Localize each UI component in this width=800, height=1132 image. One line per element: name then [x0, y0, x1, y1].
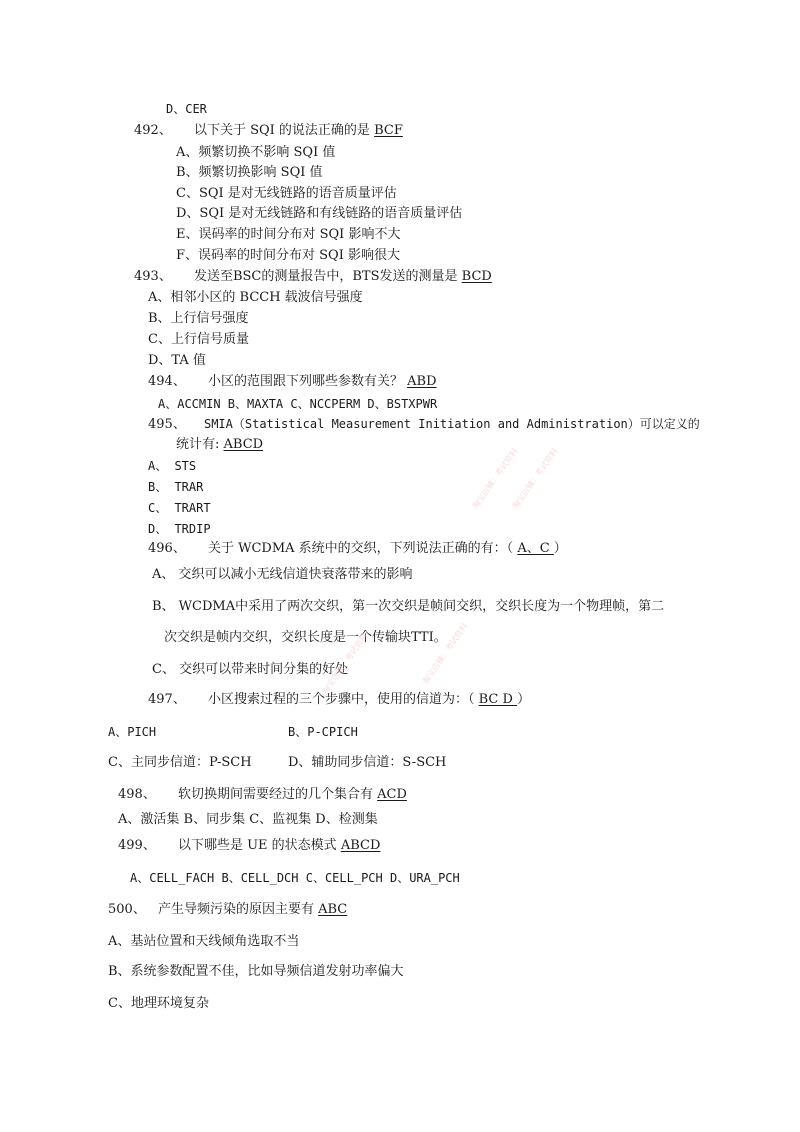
question-text: 软切换期间需要经过的几个集合有 [177, 787, 373, 802]
answer: ABC [318, 902, 348, 917]
option-line: 次交织是帧内交织，交织长度是一个传输块TTI。 [164, 630, 447, 645]
question-number: 498、 [118, 787, 156, 802]
option-line: B、 TRAR [148, 480, 204, 494]
option-line: D、TA 值 [148, 353, 206, 368]
option-line: D、CER [166, 102, 207, 116]
answer: BC D [478, 692, 518, 707]
question-number: 497、 [148, 692, 186, 707]
answer: ACD [377, 787, 407, 802]
option-line: C、上行信号质量 [148, 332, 249, 347]
question-495 [148, 416, 700, 433]
question-number: 492、 [134, 123, 172, 138]
option-line: B、频繁切换影响 SQI 值 [176, 165, 323, 180]
question-494 [148, 374, 437, 390]
options-row: A、CELL_FACH B、CELL_DCH C、CELL_PCH D、URA_PCH [130, 871, 460, 885]
question-493 [134, 269, 492, 285]
option-line: D、SQI 是对无线链路和有线链路的语音质量评估 [176, 206, 463, 221]
option-line: A、PICH [108, 725, 157, 739]
question-text: 小区的范围跟下列哪些参数有关？ [207, 374, 403, 389]
watermark: 淘宝店铺：考试资料 [470, 446, 520, 511]
answer: ABCD [223, 437, 264, 452]
question-number: 499、 [118, 838, 156, 853]
question-492 [134, 123, 403, 139]
question-number: 495、 [148, 417, 186, 432]
question-497 [148, 692, 530, 708]
question-496 [148, 541, 567, 557]
answer: ABCD [340, 838, 381, 853]
option-line: C、主同步信道：P-SCH [108, 755, 252, 770]
option-line: A、 交织可以减小无线信道快衰落带来的影响 [152, 567, 413, 582]
question-number: 496、 [148, 541, 186, 556]
option-line: D、辅助同步信道：S-SCH [288, 755, 447, 770]
question-number: 494、 [148, 374, 186, 389]
option-line: A、频繁切换不影响 SQI 值 [176, 145, 336, 160]
watermark: 淘宝店铺：考试资料 [320, 631, 370, 696]
answer: A、C [517, 541, 554, 556]
question-number: 493、 [134, 269, 172, 284]
question-498 [118, 787, 407, 803]
question-500 [108, 902, 347, 918]
answer: ABD [407, 374, 437, 389]
option-line: F、误码率的时间分布对 SQI 影响很大 [176, 248, 400, 263]
question-text: 发送至BSC的测量报告中，BTS发送的测量是 [193, 269, 458, 284]
question-text: 统计有: [176, 437, 220, 452]
question-text: 关于 WCDMA 系统中的交织，下列说法正确的有：（ [207, 541, 514, 556]
question-text: 以下哪些是 UE 的状态模式 [177, 838, 337, 853]
question-text: 产生导频污染的原因主要有 [157, 902, 314, 917]
answer: BCF [374, 123, 403, 138]
options-row: A、ACCMIN B、MAXTA C、NCCPERM D、BSTXPWR [158, 397, 438, 411]
option-line: E、误码率的时间分布对 SQI 影响不大 [176, 227, 401, 242]
watermark: 淘宝店铺：考试资料 [420, 621, 470, 686]
question-499 [118, 838, 380, 854]
question-text: 小区搜索过程的三个步骤中，使用的信道为：（ [207, 692, 475, 707]
option-line: B、P-CPICH [288, 725, 358, 739]
option-line: A、基站位置和天线倾角选取不当 [108, 934, 300, 949]
question-text: 以下关于 SQI 的说法正确的是 [193, 123, 370, 138]
question-text-close: ） [517, 692, 531, 707]
option-line: A、 STS [148, 459, 197, 473]
option-line: B、系统参数配置不佳，比如导频信道发射功率偏大 [108, 964, 404, 979]
option-line: C、地理环境复杂 [108, 996, 209, 1011]
question-text-close: ） [553, 541, 567, 556]
question-text: SMIA（Statistical Measurement Initiation and Administration）可以定义的 [203, 417, 700, 431]
question-495-cont [176, 437, 263, 453]
answer: BCD [461, 269, 492, 284]
option-line: B、上行信号强度 [148, 311, 249, 326]
option-line: D、 TRDIP [148, 522, 211, 536]
option-line: B、 WCDMA中采用了两次交织，第一次交织是帧间交织，交织长度为一个物理帧，第二 [152, 599, 665, 614]
option-line: A、相邻小区的 BCCH 载波信号强度 [148, 290, 363, 305]
option-line: C、 TRART [148, 501, 211, 515]
watermark: 淘宝店铺：考试资料 [510, 446, 560, 511]
options-row: A、激活集 B、同步集 C、监视集 D、检测集 [118, 812, 378, 827]
question-number: 500、 [108, 902, 146, 917]
option-line: C、 交织可以带来时间分集的好处 [152, 662, 349, 677]
option-line: C、SQI 是对无线链路的语音质量评估 [176, 186, 397, 201]
